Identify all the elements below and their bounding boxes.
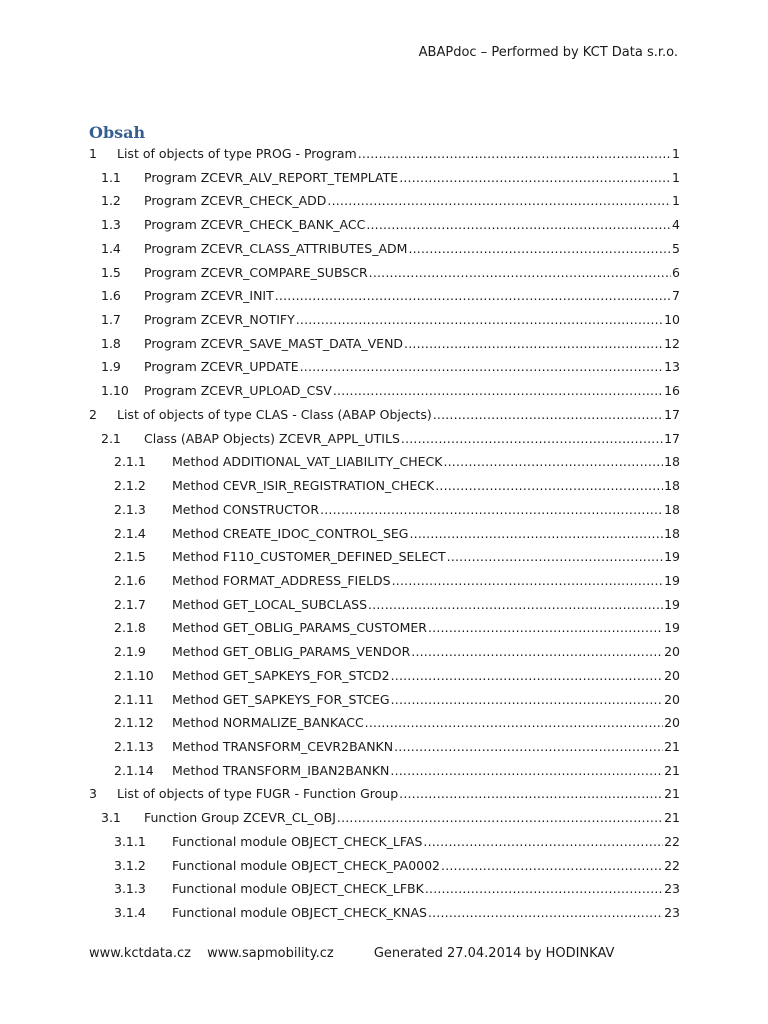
toc-entry[interactable]	[89, 213, 680, 237]
toc-entry[interactable]	[89, 545, 680, 569]
toc-entry-title: Method FORMAT_ADDRESS_FIELDS	[172, 572, 391, 588]
toc-entry-number: 1.8	[101, 335, 121, 351]
toc-entry[interactable]	[89, 877, 680, 901]
toc-dot-leader	[399, 166, 671, 190]
toc-entry-number: 1.5	[101, 264, 121, 280]
toc-entry[interactable]	[89, 569, 680, 593]
toc-entry-number: 2.1.13	[114, 738, 154, 754]
toc-entry[interactable]	[89, 664, 680, 688]
toc-entry-page-number: 18	[664, 525, 680, 541]
toc-entry-number: 3.1.2	[114, 857, 146, 873]
toc-entry-number: 3	[89, 786, 97, 802]
toc-dot-leader	[425, 877, 663, 901]
toc-entry-number: 2.1.6	[114, 572, 146, 588]
toc-entry[interactable]	[89, 189, 680, 213]
toc-entry-title: Program ZCEVR_ALV_REPORT_TEMPLATE	[144, 169, 399, 185]
toc-entry-page-number: 21	[664, 762, 680, 778]
toc-entry-number: 2.1.14	[114, 762, 154, 778]
toc-entry-number: 2.1.10	[114, 667, 154, 683]
toc-entry-page-number: 1	[672, 193, 680, 209]
toc-entry[interactable]	[89, 379, 680, 403]
toc-entry-title: Function Group ZCEVR_CL_OBJ	[144, 810, 336, 826]
toc-entry[interactable]	[89, 332, 680, 356]
toc-entry-title: Method TRANSFORM_IBAN2BANKN	[172, 762, 390, 778]
toc-entry-title: Program ZCEVR_CHECK_BANK_ACC	[144, 217, 366, 233]
toc-entry-number: 3.1.1	[114, 833, 146, 849]
toc-entry[interactable]	[89, 403, 680, 427]
toc-entry-title: List of objects of type CLAS - Class (ABAP Objects)	[117, 406, 432, 422]
toc-dot-leader	[392, 569, 663, 593]
toc-dot-leader	[300, 355, 663, 379]
toc-entry-number: 3.1	[101, 810, 121, 826]
toc-entry-page-number: 20	[664, 667, 680, 683]
toc-entry[interactable]	[89, 593, 680, 617]
table-of-contents	[89, 142, 680, 925]
toc-entry-title: Method GET_SAPKEYS_FOR_STCD2	[172, 667, 390, 683]
toc-dot-leader	[433, 403, 663, 427]
toc-dot-leader	[327, 189, 671, 213]
toc-entry[interactable]	[89, 308, 680, 332]
toc-entry[interactable]	[89, 142, 680, 166]
toc-entry[interactable]	[89, 474, 680, 498]
toc-entry-number: 2.1.7	[114, 596, 146, 612]
toc-entry-number: 1.3	[101, 217, 121, 233]
toc-entry-title: Program ZCEVR_INIT	[144, 288, 274, 304]
toc-dot-leader	[409, 522, 663, 546]
toc-entry[interactable]	[89, 830, 680, 854]
toc-dot-leader	[399, 782, 663, 806]
toc-dot-leader	[320, 498, 663, 522]
toc-entry-number: 1.6	[101, 288, 121, 304]
toc-entry-page-number: 4	[672, 217, 680, 233]
toc-entry-title: Functional module OBJECT_CHECK_LFAS	[172, 833, 423, 849]
toc-entry-page-number: 16	[664, 383, 680, 399]
toc-dot-leader	[365, 711, 663, 735]
footer-generated-info: Generated 27.04.2014 by HODINKAV	[373, 946, 615, 961]
toc-entry-page-number: 23	[664, 881, 680, 897]
toc-dot-leader	[333, 379, 663, 403]
toc-entry-title: Functional module OBJECT_CHECK_KNAS	[172, 905, 427, 920]
toc-entry-page-number: 17	[664, 406, 680, 422]
toc-entry-page-number: 22	[664, 857, 680, 873]
toc-entry-number: 2.1.5	[114, 549, 146, 565]
toc-entry[interactable]	[89, 616, 680, 640]
toc-entry-title: Method GET_SAPKEYS_FOR_STCEG	[172, 691, 390, 707]
toc-entry-title: Method F110_CUSTOMER_DEFINED_SELECT	[172, 549, 446, 565]
toc-entry-number: 2.1.3	[114, 501, 146, 517]
toc-entry[interactable]	[89, 688, 680, 712]
toc-entry-number: 1.9	[101, 359, 121, 375]
toc-dot-leader	[428, 901, 663, 925]
toc-entry-number: 2.1.8	[114, 620, 146, 636]
toc-entry-page-number: 1	[672, 169, 680, 185]
toc-entry-title: Functional module OBJECT_CHECK_LFBK	[172, 881, 424, 897]
toc-entry[interactable]	[89, 782, 680, 806]
toc-dot-leader	[408, 237, 671, 261]
toc-entry[interactable]	[89, 284, 680, 308]
toc-dot-leader	[441, 854, 663, 878]
toc-entry[interactable]	[89, 735, 680, 759]
toc-dot-leader	[423, 830, 663, 854]
toc-entry-number: 1.7	[101, 312, 121, 328]
toc-entry-number: 2.1.1	[114, 454, 146, 470]
toc-entry-number: 3.1.4	[114, 905, 146, 920]
toc-entry[interactable]	[89, 498, 680, 522]
toc-entry-page-number: 21	[664, 738, 680, 754]
toc-entry-title: List of objects of type FUGR - Function Group	[117, 786, 399, 802]
toc-entry-title: Class (ABAP Objects) ZCEVR_APPL_UTILS	[144, 430, 400, 446]
toc-entry-title: Method GET_OBLIG_PARAMS_VENDOR	[172, 644, 411, 660]
page-header: ABAPdoc – Performed by KCT Data s.r.o.	[418, 45, 678, 60]
toc-entry[interactable]	[89, 640, 680, 664]
toc-entry-title: Method NORMALIZE_BANKACC	[172, 715, 364, 731]
toc-dot-leader	[411, 640, 663, 664]
toc-entry-page-number: 20	[664, 644, 680, 660]
toc-dot-leader	[391, 688, 663, 712]
toc-dot-leader	[391, 664, 663, 688]
toc-entry-number: 1	[89, 146, 97, 161]
toc-entry-title: Program ZCEVR_UPLOAD_CSV	[144, 383, 332, 399]
toc-entry-number: 2.1.12	[114, 715, 154, 731]
toc-entry[interactable]	[89, 854, 680, 878]
toc-entry-title: Program ZCEVR_COMPARE_SUBSCR	[144, 264, 368, 280]
toc-entry-title: Program ZCEVR_CHECK_ADD	[144, 193, 327, 209]
toc-entry[interactable]	[89, 237, 680, 261]
toc-entry-number: 2.1.2	[114, 478, 146, 494]
toc-entry-number: 1.2	[101, 193, 121, 209]
toc-entry-number: 2.1	[101, 430, 121, 446]
page-footer	[89, 946, 614, 961]
toc-entry-title: List of objects of type PROG - Program	[117, 146, 357, 161]
toc-entry-title: Method CREATE_IDOC_CONTROL_SEG	[172, 525, 409, 541]
toc-entry-number: 2.1.4	[114, 525, 146, 541]
toc-dot-leader	[401, 427, 663, 451]
toc-entry-title: Program ZCEVR_SAVE_MAST_DATA_VEND	[144, 335, 404, 351]
toc-dot-leader	[390, 759, 663, 783]
toc-entry-page-number: 20	[664, 691, 680, 707]
toc-entry-page-number: 18	[664, 501, 680, 517]
toc-dot-leader	[368, 593, 663, 617]
toc-entry[interactable]	[89, 806, 680, 830]
toc-entry[interactable]	[89, 450, 680, 474]
toc-entry-title: Method CONSTRUCTOR	[172, 501, 320, 517]
toc-dot-leader	[358, 142, 671, 166]
toc-entry-page-number: 7	[672, 288, 680, 304]
toc-entry-page-number: 1	[672, 146, 680, 161]
toc-entry-title: Method CEVR_ISIR_REGISTRATION_CHECK	[172, 478, 435, 494]
toc-entry-number: 2.1.11	[114, 691, 154, 707]
toc-entry-number: 2	[89, 406, 97, 422]
footer-website-kctdata[interactable]: www.kctdata.cz	[89, 946, 191, 961]
toc-entry-page-number: 19	[664, 572, 680, 588]
toc-entry[interactable]	[89, 522, 680, 546]
toc-entry-page-number: 6	[672, 264, 680, 280]
toc-entry[interactable]	[89, 166, 680, 190]
toc-entry[interactable]	[89, 759, 680, 783]
toc-entry[interactable]	[89, 355, 680, 379]
toc-entry[interactable]	[89, 427, 680, 451]
toc-entry[interactable]	[89, 711, 680, 735]
footer-website-sapmobility[interactable]: www.sapmobility.cz	[207, 946, 334, 961]
toc-entry-page-number: 19	[664, 596, 680, 612]
toc-entry-title: Program ZCEVR_CLASS_ATTRIBUTES_ADM	[144, 240, 408, 256]
toc-entry-page-number: 18	[664, 454, 680, 470]
toc-dot-leader	[443, 450, 663, 474]
toc-entry-title: Method GET_LOCAL_SUBCLASS	[172, 596, 368, 612]
toc-entry-title: Method TRANSFORM_CEVR2BANKN	[172, 738, 394, 754]
toc-title: Obsah	[89, 123, 146, 142]
toc-entry-page-number: 21	[664, 786, 680, 802]
toc-dot-leader	[428, 616, 663, 640]
toc-entry[interactable]	[89, 261, 680, 285]
toc-entry-title: Program ZCEVR_UPDATE	[144, 359, 299, 375]
toc-entry-number: 2.1.9	[114, 644, 146, 660]
toc-entry-page-number: 5	[672, 240, 680, 256]
toc-entry-number: 3.1.3	[114, 881, 146, 897]
toc-dot-leader	[369, 261, 671, 285]
toc-entry[interactable]	[89, 901, 680, 925]
toc-entry-page-number: 19	[664, 549, 680, 565]
toc-entry-page-number: 10	[664, 312, 680, 328]
toc-entry-page-number: 18	[664, 478, 680, 494]
toc-dot-leader	[366, 213, 671, 237]
toc-entry-number: 1.4	[101, 240, 121, 256]
toc-entry-title: Program ZCEVR_NOTIFY	[144, 312, 295, 328]
toc-dot-leader	[404, 332, 663, 356]
toc-dot-leader	[296, 308, 663, 332]
toc-dot-leader	[447, 545, 663, 569]
toc-dot-leader	[275, 284, 671, 308]
toc-entry-page-number: 21	[664, 810, 680, 826]
toc-entry-page-number: 13	[664, 359, 680, 375]
toc-dot-leader	[337, 806, 663, 830]
toc-dot-leader	[394, 735, 663, 759]
toc-entry-page-number: 17	[664, 430, 680, 446]
toc-entry-title: Method ADDITIONAL_VAT_LIABILITY_CHECK	[172, 454, 443, 470]
toc-entry-page-number: 23	[664, 905, 680, 920]
toc-entry-page-number: 19	[664, 620, 680, 636]
toc-entry-page-number: 12	[664, 335, 680, 351]
toc-entry-title: Functional module OBJECT_CHECK_PA0002	[172, 857, 441, 873]
toc-entry-number: 1.1	[101, 169, 121, 185]
toc-entry-page-number: 22	[664, 833, 680, 849]
toc-entry-page-number: 20	[664, 715, 680, 731]
toc-entry-title: Method GET_OBLIG_PARAMS_CUSTOMER	[172, 620, 427, 636]
toc-dot-leader	[435, 474, 663, 498]
toc-entry-number: 1.10	[101, 383, 129, 399]
